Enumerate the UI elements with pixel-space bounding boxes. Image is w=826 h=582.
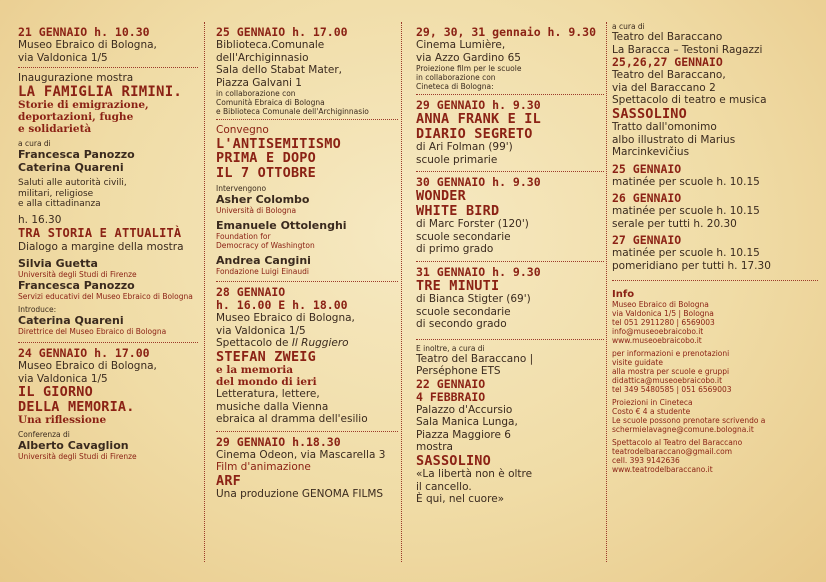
event-date: 4 FEBBRAIO (416, 389, 486, 404)
venue: Museo Ebraico di Bologna, (216, 312, 355, 324)
collaboration: Comunità Ebraica di Bologna (216, 98, 325, 107)
show-label: Spettacolo de (216, 337, 289, 349)
venue: Sala dello Stabat Mater, (216, 64, 343, 76)
speaker-affiliation: Università degli Studi di Firenze (18, 270, 137, 279)
info-heading: Info (612, 289, 635, 300)
event-date: 24 GENNAIO h. 17.00 (18, 346, 150, 360)
quote: È qui, nel cuore» (416, 493, 505, 505)
event-title: SASSOLINO (416, 452, 491, 469)
film-title: WHITE BIRD (416, 202, 500, 219)
venue: Teatro del Baraccano, (612, 69, 726, 81)
event-subtitle: e solidarietà (18, 123, 92, 135)
speaker-name: Asher Colombo (216, 193, 310, 206)
event-subtitle: Dialogo a margine della mostra (18, 240, 184, 253)
info-website[interactable]: www.teatrodelbaraccano.it (612, 465, 713, 474)
event-time: h. 16.30 (18, 213, 62, 226)
event-type (216, 337, 398, 350)
event-date: 29 GENNAIO h. 9.30 (416, 98, 541, 112)
info-line: per informazioni e prenotazioni (612, 349, 730, 358)
event-subtitle: Storie di emigrazione, (18, 99, 149, 111)
film-author: di Marc Forster (120') (416, 218, 529, 230)
info-line: via Valdonica 1/5 | Bologna (612, 309, 714, 318)
event-title: IL GIORNO (18, 384, 93, 400)
venue: Palazzo d'Accursio (416, 403, 513, 416)
event-date: 29, 30, 31 gennaio h. 9.30 (416, 25, 597, 39)
event-title: DELLA MEMORIA. (18, 398, 135, 415)
collaboration: in collaborazione con (216, 89, 296, 98)
event-type: Film d'animazione (216, 461, 311, 473)
speaker-affiliation: Università di Bologna (216, 206, 297, 215)
speaker-name: Andrea Cangini (216, 254, 311, 267)
show-date: 26 GENNAIO (612, 191, 682, 205)
show-time: matinée per scuole h. 10.15 (612, 247, 760, 259)
audience: scuole secondarie (416, 305, 511, 318)
curated-label: a cura di (612, 22, 645, 31)
description: ebraica al dramma dell'esilio (216, 413, 368, 425)
audience: scuole secondarie (416, 230, 511, 243)
event-type: Spettacolo di teatro e musica (612, 94, 767, 106)
info-line: Museo Ebraico di Bologna (612, 300, 709, 309)
venue: via Valdonica 1/5 (18, 372, 108, 385)
production: Una produzione GENOMA FILMS (216, 488, 384, 500)
event-type: mostra (416, 441, 453, 453)
info-line: tel 349 5480585 | 051 6569003 (612, 385, 732, 394)
info-line: Le scuole possono prenotare scrivendo a (612, 416, 766, 425)
quote: il cancello. (416, 480, 472, 493)
info-line: tel 051 2911280 | 6569003 (612, 318, 715, 327)
show-time: matinée per scuole h. 10.15 (612, 205, 760, 217)
film-title: ANNA FRANK E IL (416, 111, 541, 127)
event-title: LA FAMIGLIA RIMINI. (18, 83, 182, 100)
speaker-name: Caterina Quareni (18, 314, 124, 327)
film-title: TRE MINUTI (416, 277, 500, 294)
event-date: 30 GENNAIO h. 9.30 (416, 175, 541, 189)
event-date: h. 16.00 E h. 18.00 (216, 298, 348, 312)
event-date: 21 GENNAIO h. 10.30 (18, 25, 150, 39)
event-title: L'ANTISEMITISMO (216, 135, 341, 152)
column-3 (404, 0, 610, 582)
speakers-label: Intervengono (216, 184, 267, 193)
event-title: ARF (216, 472, 241, 489)
greetings: militari, religiose (18, 188, 94, 199)
organizer: Teatro del Baraccano | (416, 352, 534, 365)
speaker-affiliation: Foundation for (216, 232, 271, 241)
info-line: Spettacolo al Teatro del Baraccano (612, 438, 743, 447)
venue: Museo Ebraico di Bologna, (18, 39, 157, 51)
organizer: Teatro del Baraccano (612, 31, 723, 43)
show-time: serale per tutti h. 20.30 (612, 217, 737, 230)
event-date: 28 GENNAIO (216, 285, 286, 299)
show-company: Il Ruggiero (291, 337, 349, 349)
speaker-name: Emanuele Ottolenghi (216, 219, 347, 232)
film-author: di Bianca Stigter (69') (416, 293, 531, 305)
audience: scuole primarie (416, 153, 498, 166)
info-line: Costo € 4 a studente (612, 407, 691, 416)
event-date: 29 GENNAIO h.18.30 (216, 434, 341, 449)
event-subtitle: Una riflessione (18, 414, 107, 426)
speaker-name: Silvia Guetta (18, 257, 98, 270)
venue: Museo Ebraico di Bologna, (18, 360, 157, 372)
venue: Cinema Lumière, (416, 39, 506, 51)
event-title: TRA STORIA E ATTUALITÀ (18, 226, 182, 240)
venue: via Valdonica 1/5 (216, 324, 306, 337)
event-title: SASSOLINO (612, 105, 687, 122)
info-email[interactable]: schermielavagne@comune.bologna.it (612, 425, 754, 434)
event-date: 22 GENNAIO (416, 376, 486, 391)
event-title: PRIMA E DOPO (216, 150, 316, 166)
projection-note: Cineteca di Bologna: (416, 82, 494, 91)
speaker-affiliation: Democracy of Washington (216, 241, 315, 250)
description: Tratto dall'omonimo (612, 121, 717, 133)
event-date: 25,26,27 GENNAIO (612, 55, 723, 69)
projection-note: Proiezione film per le scuole (416, 64, 522, 73)
info-line: alla mostra per scuole e gruppi (612, 367, 730, 376)
event-type: Convegno (216, 124, 269, 136)
show-time: matinée per scuole h. 10.15 (612, 175, 760, 188)
film-title: DIARIO SEGRETO (416, 125, 533, 142)
show-date: 27 GENNAIO (612, 233, 682, 247)
show-date: 25 GENNAIO (612, 161, 682, 176)
collaboration: e Biblioteca Comunale dell'Archiginnasio (216, 107, 369, 116)
speaker-affiliation: Fondazione Luigi Einaudi (216, 267, 309, 276)
organizer: Perséphone ETS (416, 365, 501, 377)
column-1 (0, 0, 206, 582)
info-line: Proiezioni in Cineteca (612, 398, 693, 407)
venue: dell'Archiginnasio (216, 51, 309, 64)
info-email[interactable]: teatrodelbaraccano@gmail.com (612, 447, 733, 456)
show-time: pomeridiano per tutti h. 17.30 (612, 259, 771, 272)
venue: via del Baraccano 2 (612, 81, 716, 94)
venue: via Valdonica 1/5 (18, 51, 108, 64)
description: albo illustrato di Marius (612, 133, 736, 146)
film-title: WONDER (416, 188, 466, 204)
venue: Piazza Maggiore 6 (416, 428, 511, 441)
event-subtitle: del mondo di ieri (216, 376, 317, 388)
film-author: di Ari Folman (99') (416, 141, 513, 153)
greetings: e alla cittadinanza (18, 199, 101, 209)
quote: «La libertà non è oltre (416, 468, 533, 480)
projection-note: in collaborazione con (416, 73, 496, 82)
audience: di primo grado (416, 243, 494, 255)
event-type: Inaugurazione mostra (18, 72, 134, 84)
speaker-affiliation: Servizi educativi del Museo Ebraico di Bologna (18, 292, 193, 301)
column-2 (206, 0, 404, 582)
event-subtitle: deportazioni, fughe (18, 111, 134, 123)
conference-label: Conferenza di (18, 430, 70, 439)
info-website[interactable]: www.museoebraicobo.it (612, 336, 702, 345)
description: musiche dalla Vienna (216, 400, 329, 413)
venue: Biblioteca.Comunale (216, 39, 325, 51)
audience: di secondo grado (416, 318, 507, 330)
organizer: La Baracca – Testoni Ragazzi (612, 43, 763, 56)
curated-label: E inoltre, a cura di (416, 343, 485, 353)
event-subtitle: e la memoria (216, 364, 294, 376)
speaker-name: Francesca Panozzo (18, 148, 135, 161)
venue: Piazza Galvani 1 (216, 76, 302, 89)
info-email[interactable]: info@museoebraicobo.it (612, 327, 704, 336)
curated-label: a cura di (18, 139, 51, 148)
event-date: 31 GENNAIO h. 9.30 (416, 264, 541, 279)
description: Letteratura, lettere, (216, 388, 320, 400)
venue: Cinema Odeon, via Mascarella 3 (216, 448, 386, 461)
speaker-name: Caterina Quareni (18, 161, 124, 174)
greetings: Saluti alle autorità civili, (18, 178, 127, 188)
introduce-label: Introduce: (18, 305, 57, 314)
speaker-name: Alberto Cavaglion (18, 439, 129, 452)
description: Marcinkevičius (612, 146, 690, 158)
event-title: STEFAN ZWEIG (216, 348, 316, 365)
event-title: IL 7 OTTOBRE (216, 164, 316, 181)
event-date: 25 GENNAIO h. 17.00 (216, 25, 348, 39)
speaker-affiliation: Direttrice del Museo Ebraico di Bologna (18, 327, 167, 336)
column-4 (610, 0, 826, 582)
venue: Sala Manica Lunga, (416, 416, 518, 428)
venue: via Azzo Gardino 65 (416, 51, 521, 64)
info-line: visite guidate (612, 358, 663, 367)
info-email[interactable]: didattica@museoebraicobo.it (612, 376, 723, 385)
speaker-affiliation: Università degli Studi di Firenze (18, 452, 137, 461)
speaker-name: Francesca Panozzo (18, 279, 135, 292)
info-line: cell. 393 9142636 (612, 456, 680, 465)
